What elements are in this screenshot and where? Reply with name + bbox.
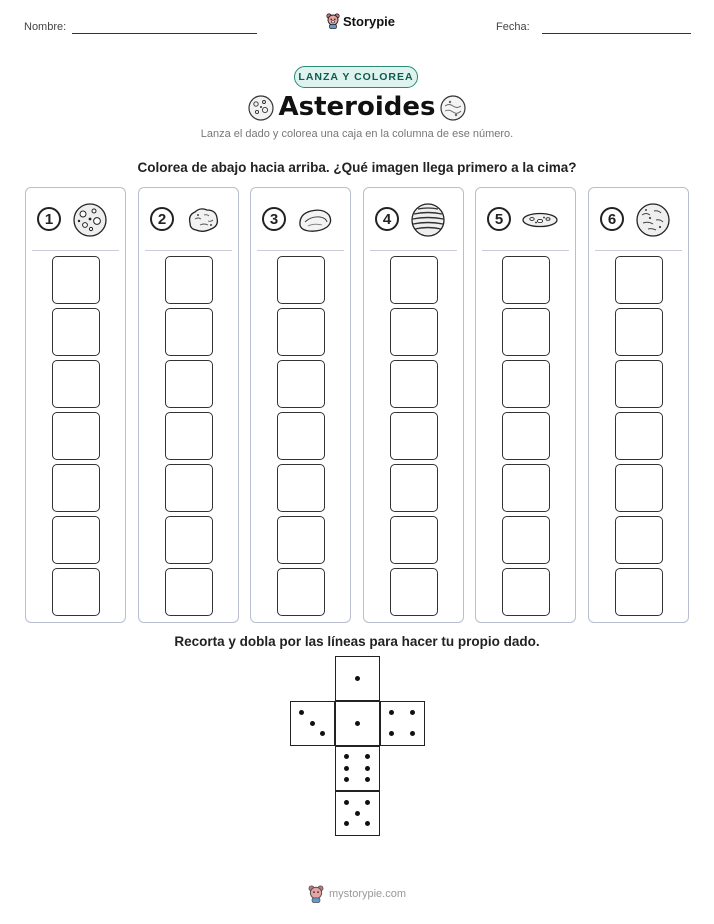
activity-badge: LANZA Y COLOREA [294, 66, 418, 88]
column-number: 5 [487, 207, 511, 231]
die-pip [344, 777, 349, 782]
bear-mascot-icon [326, 13, 340, 29]
color-box[interactable] [52, 516, 100, 564]
column-divider [482, 250, 569, 251]
color-box[interactable] [390, 308, 438, 356]
die-pip [355, 721, 360, 726]
color-box[interactable] [390, 256, 438, 304]
game-instruction: Colorea de abajo hacia arriba. ¿Qué imagen llega primero a la cima? [137, 160, 577, 175]
die-pip [365, 754, 370, 759]
page-title: Asteroides [278, 92, 436, 122]
die-pip [344, 821, 349, 826]
color-box[interactable] [165, 360, 213, 408]
color-box[interactable] [277, 360, 325, 408]
cratered-asteroid-icon [71, 201, 109, 244]
bear-mascot-icon [308, 885, 324, 903]
color-box[interactable] [52, 360, 100, 408]
die-pip [299, 710, 304, 715]
die-pip [355, 811, 360, 816]
column-3 [250, 187, 351, 623]
die-face-1 [335, 656, 380, 701]
footer-website: mystorypie.com [329, 888, 407, 900]
die-face-1 [335, 701, 380, 746]
color-box[interactable] [165, 464, 213, 512]
color-box[interactable] [277, 568, 325, 616]
column-divider [145, 250, 232, 251]
date-line [542, 33, 691, 34]
color-box[interactable] [502, 308, 550, 356]
color-box[interactable] [502, 360, 550, 408]
column-4 [363, 187, 464, 623]
die-pip [410, 710, 415, 715]
column-number: 6 [600, 207, 624, 231]
die-pip [344, 800, 349, 805]
color-box[interactable] [390, 412, 438, 460]
color-box[interactable] [165, 412, 213, 460]
color-box[interactable] [390, 516, 438, 564]
die-pip [355, 676, 360, 681]
brand-logo [326, 13, 395, 29]
die-face-3 [290, 701, 335, 746]
round-rocky-asteroid-icon [634, 201, 672, 244]
asteroid-right-icon [439, 94, 467, 122]
die-pip [365, 777, 370, 782]
die-pip [365, 766, 370, 771]
column-number: 1 [37, 207, 61, 231]
color-box[interactable] [390, 360, 438, 408]
color-box[interactable] [165, 308, 213, 356]
color-box[interactable] [277, 308, 325, 356]
color-box[interactable] [277, 412, 325, 460]
color-box[interactable] [502, 568, 550, 616]
die-pip [310, 721, 315, 726]
color-box[interactable] [615, 568, 663, 616]
die-pip [344, 754, 349, 759]
lumpy-asteroid-icon [184, 201, 222, 244]
die-pip [389, 731, 394, 736]
color-box[interactable] [390, 568, 438, 616]
column-divider [595, 250, 682, 251]
column-divider [257, 250, 344, 251]
name-label: Nombre: [24, 21, 67, 33]
die-pip [410, 731, 415, 736]
die-pip [344, 766, 349, 771]
brand-name: Storypie [343, 13, 396, 29]
column-divider [370, 250, 457, 251]
flat-oval-asteroid-icon [521, 201, 559, 244]
color-box[interactable] [615, 516, 663, 564]
color-box[interactable] [52, 308, 100, 356]
color-box[interactable] [502, 256, 550, 304]
color-box[interactable] [615, 360, 663, 408]
color-box[interactable] [615, 412, 663, 460]
column-number: 3 [262, 207, 286, 231]
footer [308, 885, 406, 903]
column-6 [588, 187, 689, 623]
color-box[interactable] [615, 464, 663, 512]
smooth-rock-asteroid-icon [296, 201, 334, 244]
color-box[interactable] [277, 256, 325, 304]
color-box[interactable] [52, 256, 100, 304]
color-box[interactable] [615, 256, 663, 304]
cutout-instruction: Recorta y dobla por las líneas para hacer tu propio dado. [174, 634, 540, 649]
die-face-6 [335, 746, 380, 791]
die-pip [365, 821, 370, 826]
page-subtitle: Lanza el dado y colorea una caja en la columna de ese número. [200, 128, 514, 140]
color-box[interactable] [390, 464, 438, 512]
column-number: 4 [375, 207, 399, 231]
striped-planet-icon [409, 201, 447, 244]
die-pip [320, 731, 325, 736]
color-box[interactable] [502, 464, 550, 512]
column-2 [138, 187, 239, 623]
die-pip [365, 800, 370, 805]
column-divider [32, 250, 119, 251]
color-box[interactable] [615, 308, 663, 356]
color-box[interactable] [52, 568, 100, 616]
color-box[interactable] [165, 256, 213, 304]
die-pip [389, 710, 394, 715]
color-box[interactable] [277, 516, 325, 564]
die-face-5 [335, 791, 380, 836]
color-box[interactable] [165, 568, 213, 616]
color-box[interactable] [502, 412, 550, 460]
date-label: Fecha: [496, 21, 530, 33]
die-face-4 [380, 701, 425, 746]
name-line [72, 33, 257, 34]
color-box[interactable] [52, 412, 100, 460]
column-1 [25, 187, 126, 623]
color-box[interactable] [165, 516, 213, 564]
color-box[interactable] [52, 464, 100, 512]
column-5 [475, 187, 576, 623]
color-box[interactable] [277, 464, 325, 512]
color-box[interactable] [502, 516, 550, 564]
column-number: 2 [150, 207, 174, 231]
